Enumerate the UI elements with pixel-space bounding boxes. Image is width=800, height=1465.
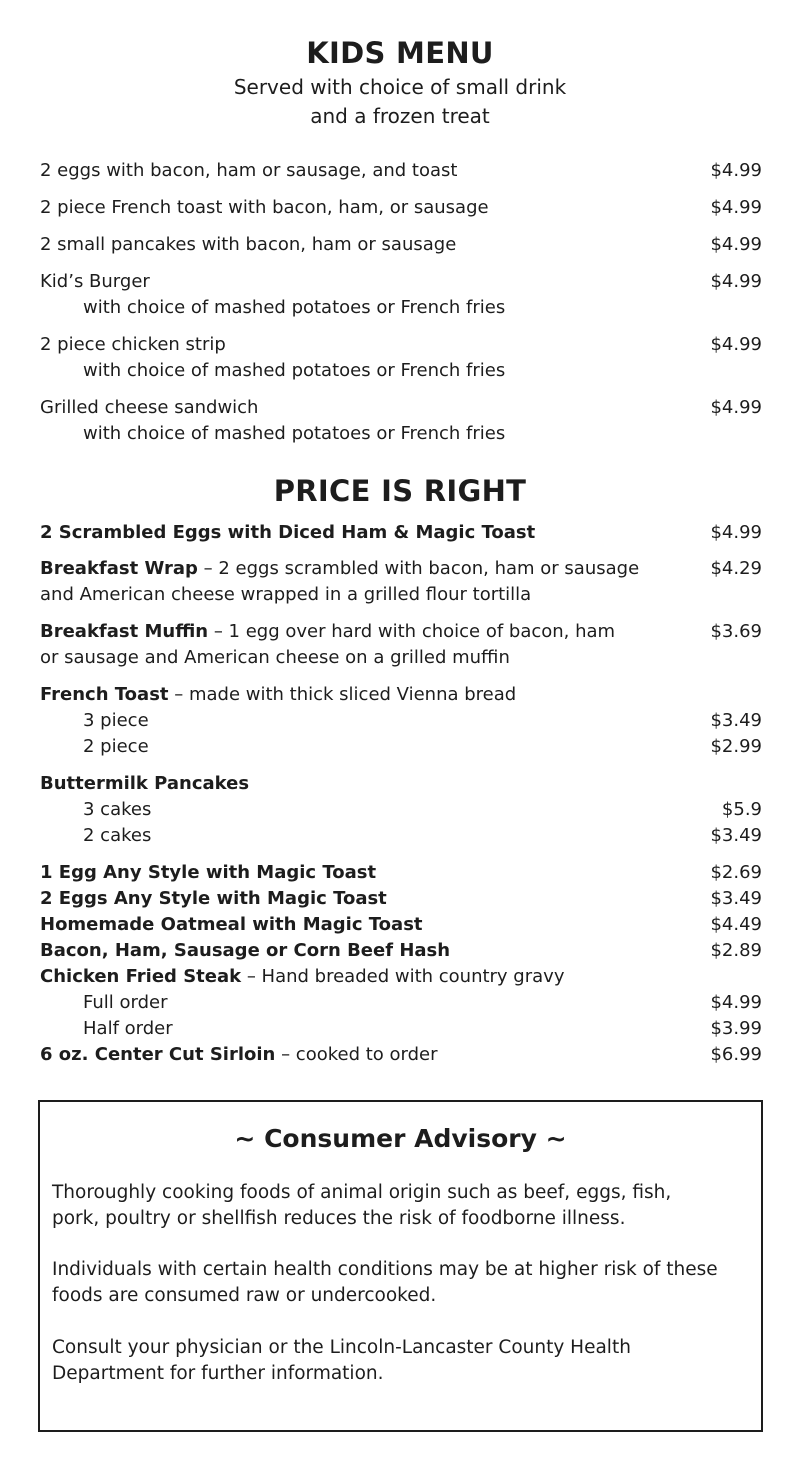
item-name: 1 Egg Any Style with Magic Toast: [40, 862, 377, 883]
advisory-line: foods are consumed raw or undercooked.: [52, 1285, 437, 1306]
kids-menu-item: [40, 195, 762, 221]
item-description: – made with thick sliced Vienna bread: [168, 684, 517, 705]
item-name: 6 oz. Center Cut Sirloin: [40, 1044, 276, 1065]
advisory-line: pork, poultry or shellfish reduces the risk of foodborne illness.: [52, 1208, 626, 1229]
kids-menu-item: [40, 158, 762, 184]
menu-option: [40, 734, 762, 760]
item-name: 2 eggs with bacon, ham or sausage, and toast: [40, 160, 458, 181]
item-name: 2 Scrambled Eggs with Diced Ham & Magic Toast: [40, 522, 536, 543]
kids-menu-item: [40, 332, 762, 384]
menu-item-scrambled-eggs: [40, 520, 762, 546]
item-name: Breakfast Wrap: [40, 558, 198, 579]
item-price: $2.89: [710, 940, 762, 961]
advisory-paragraph-1: [52, 1180, 752, 1232]
item-price: $4.99: [710, 522, 762, 543]
item-name: 2 small pancakes with bacon, ham or sausage: [40, 234, 457, 255]
advisory-line: Thoroughly cooking foods of animal origin such as beef, eggs, fish,: [52, 1182, 672, 1203]
option-price: $3.49: [710, 710, 762, 731]
item-name: French Toast: [40, 684, 169, 705]
advisory-line: Individuals with certain health conditions may be at higher risk of these: [52, 1259, 718, 1280]
item-price: $3.69: [710, 621, 762, 642]
item-name: 2 piece chicken strip: [40, 334, 226, 355]
kids-menu-title: KIDS MENU: [306, 36, 494, 70]
option-price: $3.49: [710, 825, 762, 846]
option-price: $5.9: [721, 799, 762, 820]
menu-item-sirloin: [40, 1042, 762, 1068]
item-price: $4.29: [710, 558, 762, 579]
menu-item: [40, 860, 762, 886]
menu-item: [40, 886, 762, 912]
item-description-line2: and American cheese wrapped in a grilled flour tortilla: [40, 584, 532, 605]
advisory-line: Consult your physician or the Lincoln-Lancaster County Health: [52, 1337, 631, 1358]
item-description: with choice of mashed potatoes or French fries: [83, 360, 506, 381]
item-description-line2: or sausage and American cheese on a grilled muffin: [40, 647, 510, 668]
option-label: 2 piece: [83, 736, 149, 757]
menu-option: [40, 990, 762, 1016]
option-price: $3.99: [710, 1018, 762, 1039]
item-price: $2.69: [710, 862, 762, 883]
item-name: Kid’s Burger: [40, 271, 150, 292]
item-name: Homemade Oatmeal with Magic Toast: [40, 914, 423, 935]
item-name: 2 Eggs Any Style with Magic Toast: [40, 888, 387, 909]
advisory-line: Department for further information.: [52, 1363, 384, 1384]
menu-option: [40, 797, 762, 823]
menu-option: [40, 708, 762, 734]
item-price: $6.99: [710, 1044, 762, 1065]
kids-menu-item: [40, 395, 762, 447]
item-price: $4.99: [710, 197, 762, 218]
item-name: Bacon, Ham, Sausage or Corn Beef Hash: [40, 940, 451, 961]
option-label: Half order: [83, 1018, 173, 1039]
item-price: $4.99: [710, 234, 762, 255]
menu-option: [40, 823, 762, 849]
option-label: 3 piece: [83, 710, 149, 731]
item-name: Chicken Fried Steak: [40, 966, 242, 987]
item-description: – Hand breaded with country gravy: [241, 966, 565, 987]
advisory-paragraph-3: [52, 1335, 752, 1387]
item-price: $4.99: [710, 271, 762, 292]
item-name: Grilled cheese sandwich: [40, 397, 259, 418]
kids-menu-item: [40, 269, 762, 321]
menu-item-breakfast-muffin: [40, 619, 762, 671]
item-name: Buttermilk Pancakes: [40, 773, 250, 794]
menu-item-chicken-fried-steak: [40, 964, 762, 990]
option-price: $4.99: [710, 992, 762, 1013]
option-price: $2.99: [710, 736, 762, 757]
kids-menu-subtitle-line2: and a frozen treat: [310, 104, 490, 128]
option-label: Full order: [83, 992, 168, 1013]
item-name: 2 piece French toast with bacon, ham, or sausage: [40, 197, 489, 218]
advisory-title: ~ Consumer Advisory ~: [234, 1124, 567, 1153]
item-price: $4.49: [710, 914, 762, 935]
menu-item-buttermilk-pancakes: [40, 771, 762, 797]
price-is-right-title: PRICE IS RIGHT: [273, 474, 527, 508]
menu-item-french-toast: [40, 682, 762, 708]
menu-item: [40, 938, 762, 964]
item-description: – cooked to order: [275, 1044, 438, 1065]
item-price: $4.99: [710, 334, 762, 355]
kids-menu-subtitle-line1: Served with choice of small drink: [233, 75, 567, 99]
advisory-paragraph-2: [52, 1257, 752, 1309]
item-description: – 2 eggs scrambled with bacon, ham or sausage: [197, 558, 640, 579]
option-label: 2 cakes: [83, 825, 152, 846]
menu-option: [40, 1016, 762, 1042]
item-description: – 1 egg over hard with choice of bacon, ham: [208, 621, 616, 642]
menu-item-breakfast-wrap: [40, 556, 762, 608]
kids-menu-item: [40, 232, 762, 258]
item-description: with choice of mashed potatoes or French fries: [83, 297, 506, 318]
option-label: 3 cakes: [83, 799, 152, 820]
item-name: Breakfast Muffin: [40, 621, 209, 642]
consumer-advisory-box: [38, 1100, 763, 1432]
item-price: $4.99: [710, 160, 762, 181]
item-description: with choice of mashed potatoes or French fries: [83, 423, 506, 444]
menu-item: [40, 912, 762, 938]
item-price: $3.49: [710, 888, 762, 909]
item-price: $4.99: [710, 397, 762, 418]
